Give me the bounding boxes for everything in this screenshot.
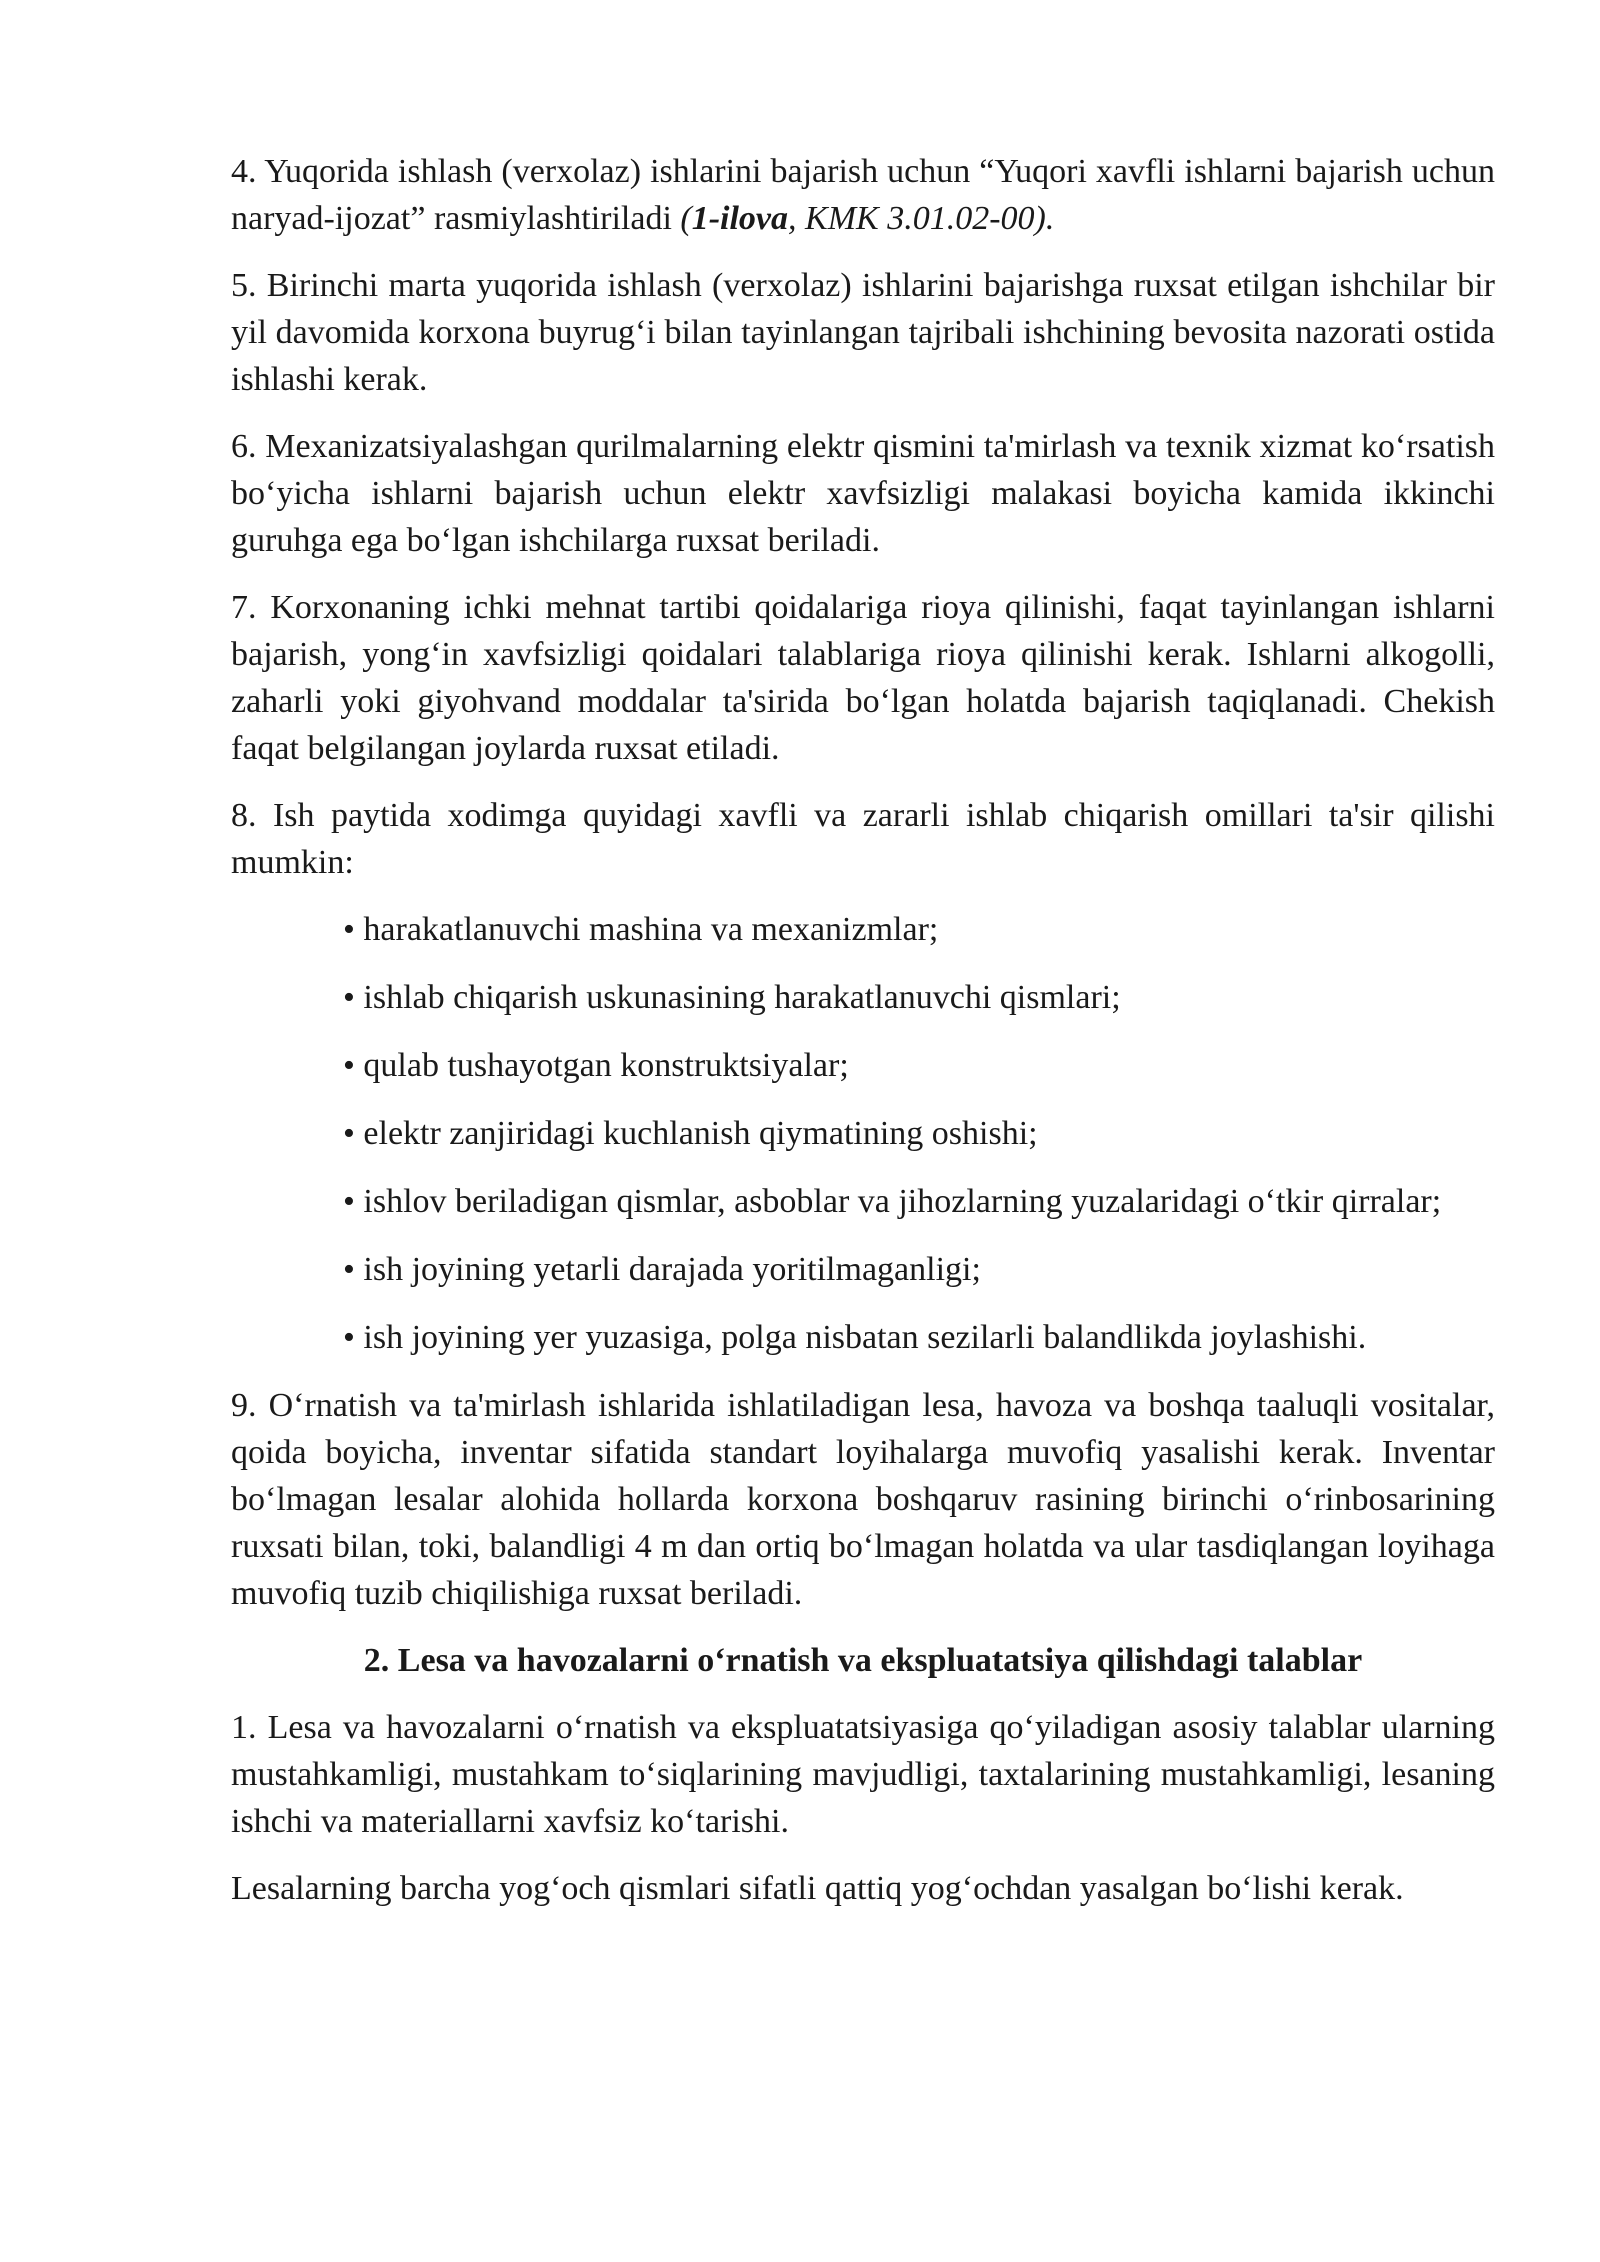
hazard-list-item: • ishlab chiqarish uskunasining harakatlanuvchi qismlari; xyxy=(343,979,1121,1016)
reference-open: ( xyxy=(680,200,692,237)
reference-annex: 1-ilova xyxy=(691,200,789,237)
section-2-paragraph-1: 1. Lesa va havozalarni o‘rnatish va ekspluatatsiyasiga qo‘yiladigan asosiy talablar ularning mustahkamligi, mustahkam to‘siqlarining mavjudligi, taxtalarining mustahkamligi, lesaning ishchi va materiallarni xavfsiz ko‘tarishi. xyxy=(231,1709,1495,1840)
paragraph-4 xyxy=(231,148,1495,242)
paragraph-6: 6. Mexanizatsiyalashgan qurilmalarning elektr qismini ta'mirlash va texnik xizmat ko‘rsatish bo‘yicha ishlarni bajarish uchun elektr xavfsizligi malakasi boyicha kamida ikkinchi guruhga ega bo‘lgan ishchilarga ruxsat beriladi. xyxy=(231,428,1495,559)
section-heading: 2. Lesa va havozalarni o‘rnatish va ekspluatatsiya qilishdagi talablar xyxy=(363,1642,1363,1679)
paragraph-5: 5. Birinchi marta yuqorida ishlash (verxolaz) ishlarini bajarishga ruxsat etilgan ishchilar bir yil davomida korxona buyrug‘i bilan tayinlangan tajribali ishchining bevosita nazorati ostida ishlashi kerak. xyxy=(231,267,1495,398)
paragraph-9: 9. O‘rnatish va ta'mirlash ishlarida ishlatiladigan lesa, havoza va boshqa taaluqli vositalar, qoida boyicha, inventar sifatida standart loyihalarga muvofiq yasalishi kerak. Inventar bo‘lmagan lesalar alohida hollarda korxona boshqaruv rasining birinchi o‘rinbosarining ruxsati bilan, toki, balandligi 4 m dan ortiq bo‘lmagan holatda va ular tasdiqlangan loyihaga muvofiq tuzib chiqilishiga ruxsat beriladi. xyxy=(231,1387,1495,1612)
paragraph-8: 8. Ish paytida xodimga quyidagi xavfli va zararli ishlab chiqarish omillari ta'sir qilishi mumkin: xyxy=(231,797,1495,881)
paragraph-7: 7. Korxonaning ichki mehnat tartibi qoidalariga rioya qilinishi, faqat tayinlangan ishlarni bajarish, yong‘in xavfsizligi qoidalari talablariga rioya qilinishi kerak. Ishlarni alkogolli, zaharli yoki giyohvand moddalar ta'sirida bo‘lgan holatda bajarish taqiqlanadi. Chekish faqat belgilangan joylarda ruxsat etiladi. xyxy=(231,589,1495,767)
hazard-list-item: • ish joyining yetarli darajada yoritilmaganligi; xyxy=(343,1251,981,1288)
hazard-list-item: • ish joyining yer yuzasiga, polga nisbatan sezilarli balandlikda joylashishi. xyxy=(343,1319,1367,1356)
hazard-list-item: • harakatlanuvchi mashina va mexanizmlar; xyxy=(343,911,939,948)
section-2-paragraph-2: Lesalarning barcha yog‘och qismlari sifatli qattiq yog‘ochdan yasalgan bo‘lishi kerak. xyxy=(231,1870,1404,1907)
paragraph-4-text: 4. Yuqorida ishlash (verxolaz) ishlarini bajarish uchun “Yuqori xavfli ishlarni bajarish uchun naryad-ijozat” rasmiylashtiriladi xyxy=(231,153,1495,237)
hazard-list-item: • ishlov beriladigan qismlar, asboblar va jihozlarning yuzalaridagi o‘tkir qirralar; xyxy=(343,1183,1442,1220)
reference-standard: , KMK 3.01.02-00). xyxy=(788,200,1055,237)
hazard-list-item: • elektr zanjiridagi kuchlanish qiymatining oshishi; xyxy=(343,1115,1038,1152)
document-page xyxy=(231,148,1495,1932)
hazard-list-item: • qulab tushayotgan konstruktsiyalar; xyxy=(343,1047,849,1084)
